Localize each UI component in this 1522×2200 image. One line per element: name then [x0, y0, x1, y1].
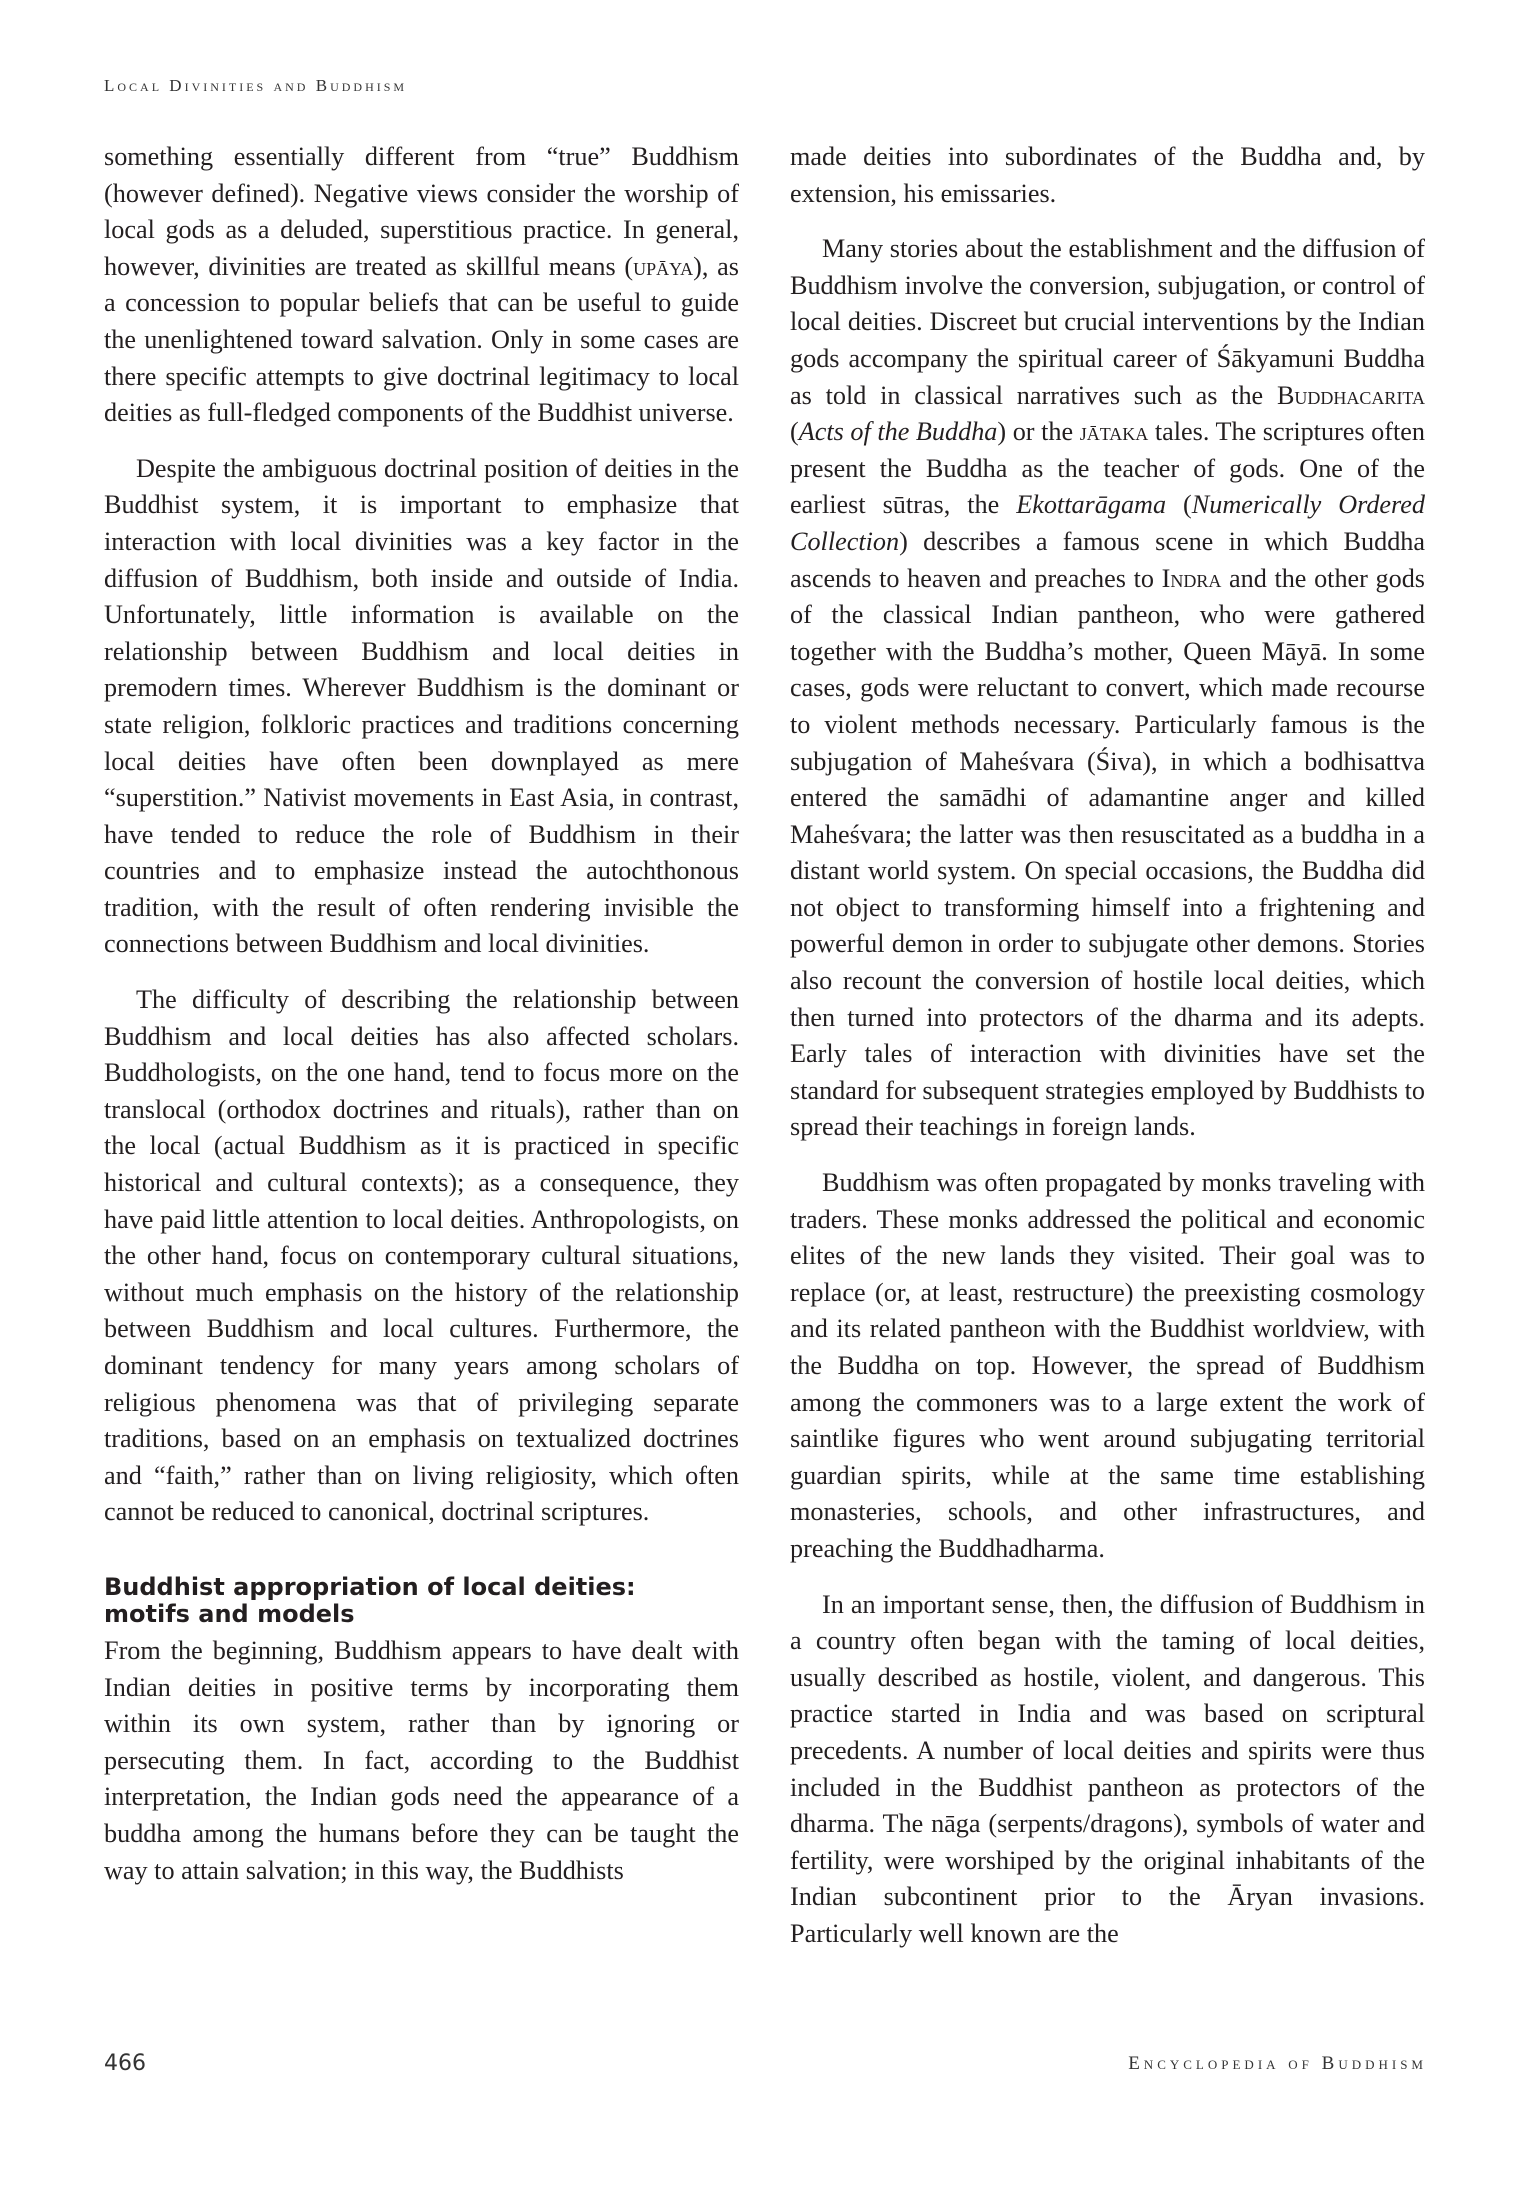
paragraph: Many stories about the establishment and the diffusion of Buddhism involve the conversion, subjugation, or control of local deities. Discreet but crucial interventions by the Indian gods accompany the spiritual career of Śākyamuni Buddha as told in classical narratives such as the Buddhacarita (Acts of the Buddha) or the jātaka tales. The scriptures often present the Buddha as the teacher of gods. One of the earliest sūtras, the Ekottarāgama (Numerically Ordered Collection) describes a famous scene in which Buddha ascends to heaven and preaches to Indra and the other gods of the classical Indian pantheon, who were gathered together with the Buddha’s mother, Queen Māyā. In some cases, gods were reluctant to convert, which made recourse to violent methods necessary. Particularly famous is the subjugation of Maheśvara (Śiva), in which a bodhisattva entered the samādhi of adamantine anger and killed Maheśvara; the latter was then resuscitated as a buddha in a distant world system. On special occasions, the Buddha did not object to transforming himself into a frightening and powerful demon in order to subjugate other demons. Stories also recount the conversion of hostile local deities, which then turned into protectors of the dharma and its adepts. Early tales of interaction with divinities have set the standard for subsequent strategies employed by Buddhists to spread their teachings in foreign lands.	[790, 234, 1426, 1142]
running-head: Local Divinities and Buddhism	[104, 76, 408, 95]
left-column	[104, 139, 739, 1908]
cross-reference[interactable]: Indra	[1161, 563, 1222, 593]
right-column	[790, 139, 1425, 1972]
paragraph: The difficulty of describing the relationship between Buddhism and local deities has also affected scholars. Buddhologists, on the one hand, tend to focus more on the translocal (orthodox doctrines and rituals), rather than on the local (actual Buddhism as it is practiced in specific historical and cultural contexts); as a consequence, they have paid little attention to local deities. Anthropologists, on the other hand, focus on contemporary cultural situations, without much emphasis on the history of the relationship between Buddhism and local cultures. Furthermore, the dominant tendency for many years among scholars of religious phenomena was that of privileging separate traditions, based on an emphasis on textualized doctrines and “faith,” rather than on living religiosity, which often cannot be reduced to canonical, doctrinal scriptures.	[104, 985, 739, 1527]
paragraph: Despite the ambiguous doctrinal position of deities in the Buddhist system, it is important to emphasize that interaction with local divinities was a key factor in the diffusion of Buddhism, both inside and outside of India. Unfortunately, little information is available on the relationship between Buddhism and local deities in premodern times. Wherever Buddhism is the dominant or state religion, folkloric practices and traditions concerning local deities have often been downplayed as mere “superstition.” Nativist movements in East Asia, in contrast, have tended to reduce the role of Buddhism in their countries and to emphasize instead the autochthonous tradition, with the result of often rendering invisible the connections between Buddhism and local divinities.	[104, 453, 739, 959]
paragraph: Buddhism was often propagated by monks traveling with traders. These monks addressed the political and economic elites of the new lands they visited. Their goal was to replace (or, at least, restructure) the preexisting cosmology and its related pantheon with the Buddhist worldview, with the Buddha on top. However, the spread of Buddhism among the commoners was to a large extent the work of saintlike figures who went around subjugating territorial guardian spirits, while at the same time establishing monasteries, schools, and other infrastructures, and preaching the Buddhadharma.	[790, 1168, 1425, 1563]
cross-reference[interactable]: Buddhacarita	[1276, 380, 1425, 410]
paragraph: something essentially different from “true” Buddhism (however defined). Negative views consider the worship of local gods as a deluded, superstitious practice. In general, however, divinities are treated as skillful means (upāya), as a concession to popular beliefs that can be useful to guide the unenlightened toward salvation. Only in some cases are there specific attempts to give doctrinal legitimacy to local deities as full-fledged components of the Buddhist universe.	[104, 142, 739, 428]
page-number: 466	[104, 2051, 146, 2076]
cross-reference[interactable]: upāya	[633, 251, 694, 281]
section-heading: Buddhist appropriation of local deities: motifs and models	[104, 1572, 636, 1628]
paragraph: made deities into subordinates of the Buddha and, by extension, his emissaries.	[790, 142, 1425, 208]
cross-reference[interactable]: jātaka	[1079, 417, 1149, 447]
paragraph: From the beginning, Buddhism appears to have dealt with Indian deities in positive terms by incorporating them within its own system, rather than by ignoring or persecuting them. In fact, according to the Buddhist interpretation, the Indian gods need the appearance of a buddha among the humans before they can be taught the way to attain salvation; in this way, the Buddhists	[104, 1635, 739, 1885]
paragraph: In an important sense, then, the diffusion of Buddhism in a country often began with the taming of local deities, usually described as hostile, violent, and dangerous. This practice started in India and was based on scriptural precedents. A number of local deities and spirits were thus included in the Buddhist pantheon as protectors of the dharma. The nāga (serpents/dragons), symbols of water and fertility, were worshiped by the original inhabitants of the Indian subcontinent prior to the Āryan invasions. Particularly well known are the	[790, 1589, 1425, 1948]
book-title: Encyclopedia of Buddhism	[1128, 2053, 1427, 2074]
